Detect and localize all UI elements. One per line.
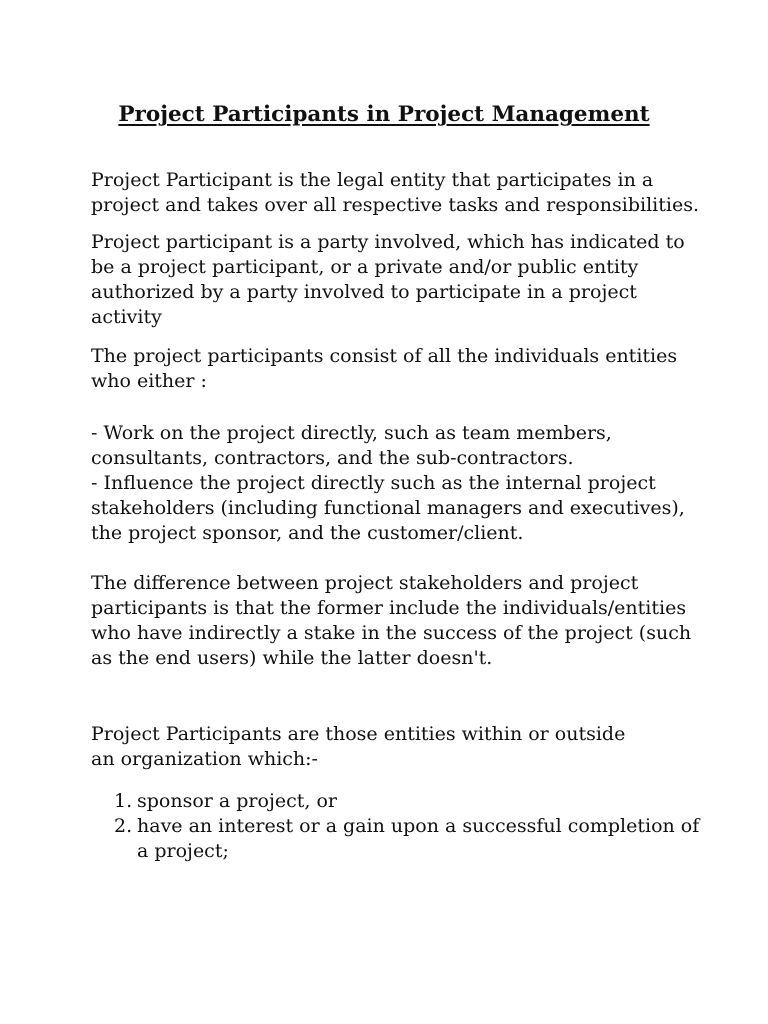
paragraph-consist-of [91, 344, 681, 394]
dash-item-work [91, 421, 681, 471]
text-line: authorized by a party involved to participate in a project [91, 281, 637, 303]
text-line: Project Participants are those entities within or outside [91, 723, 626, 745]
text-line: - Work on the project directly, such as team members, [91, 422, 612, 444]
text-line: The project participants consist of all the individuals entities [91, 345, 678, 367]
text-line: The difference between project stakeholders and project [91, 572, 639, 594]
paragraph-definition [91, 168, 699, 218]
text-line: project and takes over all respective tasks and responsibilities. [91, 194, 699, 216]
text-line: who have indirectly a stake in the success of the project (such [91, 622, 692, 644]
text-line: be a project participant, or a private and/or public entity [91, 256, 639, 278]
dash-item-influence [91, 471, 685, 546]
text-line: the project sponsor, and the customer/client. [91, 522, 524, 544]
paragraph-entities [91, 722, 681, 772]
text-line: participants is that the former include the individuals/entities [91, 597, 687, 619]
paragraph-difference [91, 571, 692, 671]
list-item-text: sponsor a project, or [137, 790, 337, 812]
text-line: consultants, contractors, and the sub-contractors. [91, 447, 574, 469]
list-item-text: a project; [137, 840, 229, 862]
text-line: - Influence the project directly such as the internal project [91, 472, 656, 494]
text-line: an organization which:- [91, 748, 318, 770]
list-item-text: have an interest or a gain upon a successful completion of [137, 815, 700, 837]
list-item [91, 789, 691, 814]
list-item [91, 814, 700, 864]
text-line: activity [91, 306, 162, 328]
list-marker: 2. [114, 815, 133, 837]
text-line: Project participant is a party involved, which has indicated to [91, 231, 685, 253]
numbered-list [91, 789, 700, 864]
list-marker: 1. [114, 790, 133, 812]
paragraph-party-involved [91, 230, 685, 330]
text-line: who either : [91, 370, 207, 392]
text-line: stakeholders (including functional managers and executives), [91, 497, 685, 519]
text-line: as the end users) while the latter doesn't. [91, 647, 493, 669]
text-line: Project Participant is the legal entity that participates in a [91, 169, 654, 191]
page-title: Project Participants in Project Management [118, 102, 650, 128]
